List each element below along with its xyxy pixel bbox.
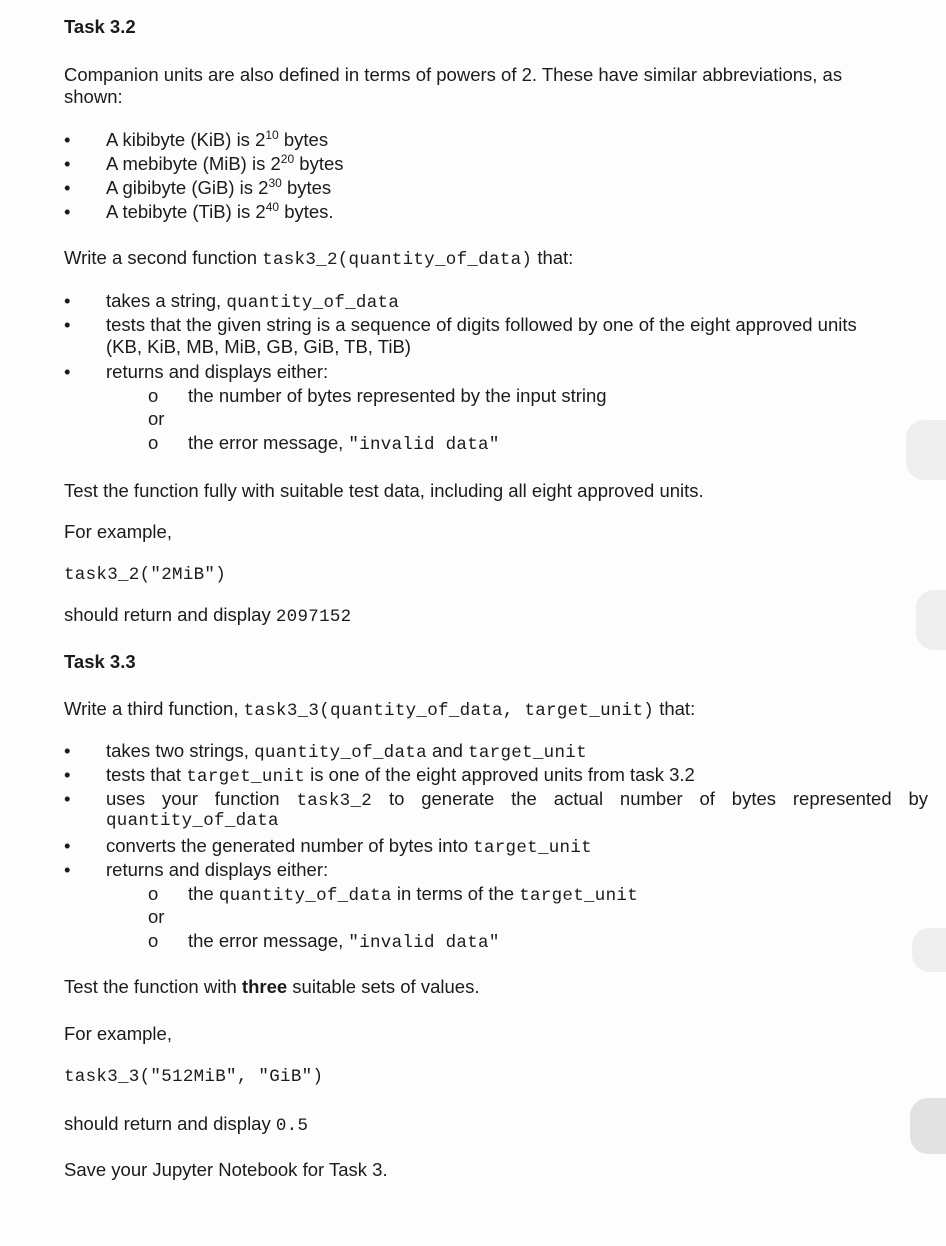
bullet-icon: •: [64, 740, 71, 761]
page-bleed-shape: [906, 420, 946, 480]
option-item: the number of bytes represented by the input string: [188, 385, 607, 406]
task-3-3-test-instruction: Test the function with three suitable sets of values.: [64, 976, 480, 997]
requirement-item: takes a string, quantity_of_data: [106, 290, 400, 313]
task-3-2-intro: [64, 64, 928, 108]
sub-bullet-icon: o: [148, 432, 159, 453]
task-3-2-heading: Task 3.2: [64, 16, 136, 37]
bullet-icon: •: [64, 201, 71, 222]
intro-line: Companion units are also defined in terms of powers of 2. These have similar abbreviations, as: [64, 64, 843, 85]
page-bleed-shape: [910, 1098, 946, 1154]
example-label: For example,: [64, 1023, 172, 1044]
requirement-item: returns and displays either:: [106, 859, 329, 880]
expected-output: should return and display 2097152: [64, 604, 352, 627]
requirement-item: uses your function task3_2 to generate the actual number of bytes represented by quantity_of_data: [106, 788, 929, 831]
bullet-icon: •: [64, 129, 71, 150]
task-3-3-write-line: Write a third function, task3_3(quantity_of_data, target_unit) that:: [64, 698, 696, 721]
sub-bullet-icon: o: [148, 385, 159, 406]
sub-bullet-icon: o: [148, 930, 159, 951]
requirement-item: converts the generated number of bytes into target_unit: [106, 835, 592, 858]
page-bleed-shape: [916, 590, 946, 650]
example-label: For example,: [64, 521, 172, 542]
requirement-item: tests that target_unit is one of the eight approved units from task 3.2: [106, 764, 695, 787]
bullet-icon: •: [64, 361, 71, 382]
bullet-icon: •: [64, 314, 71, 335]
example-code: task3_3("512MiB", "GiB"): [64, 1067, 324, 1087]
save-instruction: Save your Jupyter Notebook for Task 3.: [64, 1159, 388, 1180]
unit-item: A kibibyte (KiB) is $2^{10}$ bytes: [106, 128, 329, 150]
or-label: or: [148, 408, 165, 429]
requirement-item: returns and displays either:: [106, 361, 329, 382]
bullet-icon: •: [64, 177, 71, 198]
task-3-3-heading: Task 3.3: [64, 651, 136, 672]
unit-item: A gibibyte (GiB) is $2^{30}$ bytes: [106, 176, 332, 198]
example-code: task3_2("2MiB"): [64, 565, 227, 585]
bullet-icon: •: [64, 153, 71, 174]
or-label: or: [148, 906, 165, 927]
bullet-icon: •: [64, 764, 71, 785]
unit-item: A tebibyte (TiB) is $2^{40}$ bytes.: [106, 200, 334, 222]
page-bleed-shape: [912, 928, 946, 972]
expected-output: should return and display 0.5: [64, 1113, 309, 1136]
option-item: the error message, "invalid data": [188, 930, 500, 953]
bullet-icon: •: [64, 859, 71, 880]
bullet-icon: •: [64, 788, 71, 809]
requirement-item: takes two strings, quantity_of_data and target_unit: [106, 740, 587, 763]
option-item: the error message, "invalid data": [188, 432, 500, 455]
option-item: the quantity_of_data in terms of the target_unit: [188, 883, 639, 906]
bullet-icon: •: [64, 290, 71, 311]
bullet-icon: •: [64, 835, 71, 856]
requirement-item: tests that the given string is a sequence of digits followed by one of the eight approved units (KB, KiB, MB, MiB, GB, GiB, TB, TiB): [106, 314, 857, 357]
intro-line: shown:: [64, 86, 123, 107]
sub-bullet-icon: o: [148, 883, 159, 904]
unit-item: A mebibyte (MiB) is $2^{20}$ bytes: [106, 152, 344, 174]
task-3-2-test-instruction: Test the function fully with suitable test data, including all eight approved units.: [64, 480, 704, 501]
task-3-2-write-line: Write a second function task3_2(quantity_of_data) that:: [64, 247, 574, 270]
